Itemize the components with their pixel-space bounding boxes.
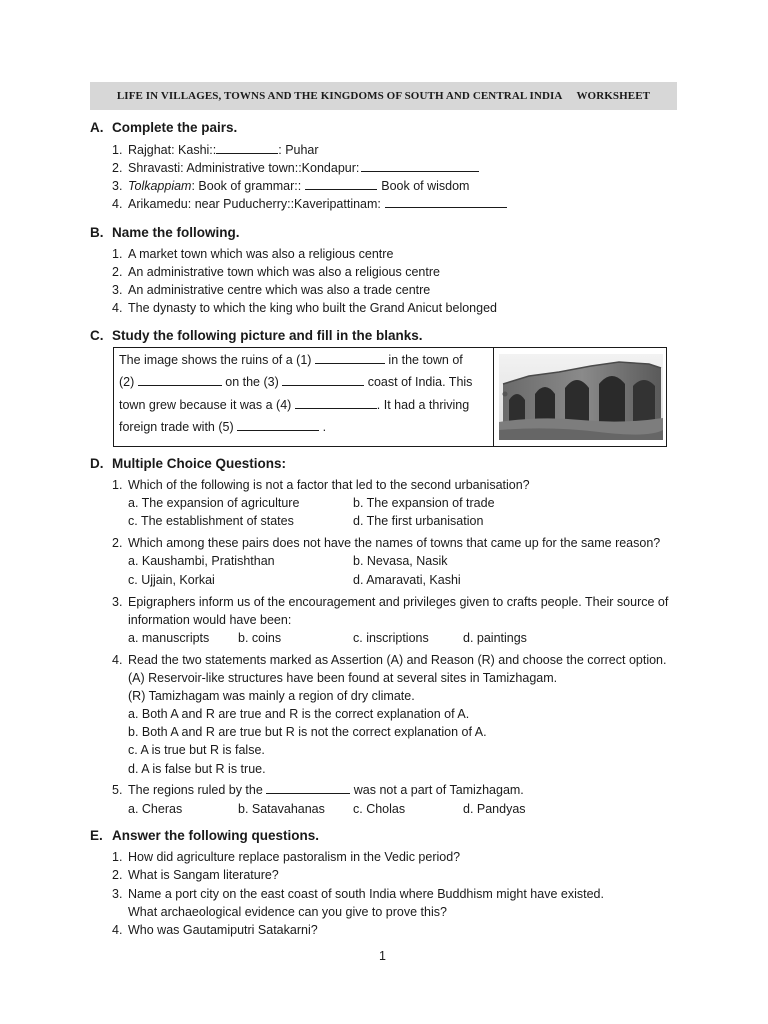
mcq-4-reason: (R) Tamizhagam was mainly a region of dry climate. bbox=[128, 689, 415, 703]
mcq-5-question: 5. The regions ruled by the was not a part of Tamizhagam. bbox=[112, 783, 524, 797]
worksheet-tag: WORKSHEET bbox=[576, 90, 651, 102]
mcq-3-option-c[interactable]: c. inscriptions bbox=[353, 631, 429, 645]
mcq-2-option-a[interactable]: a. Kaushambi, Pratishthan bbox=[128, 554, 275, 568]
fill-line-2: (2) on the (3) coast of India. This bbox=[119, 375, 473, 389]
answer-blank[interactable] bbox=[237, 419, 319, 431]
name-item-2: 2. An administrative town which was also a religious centre bbox=[112, 265, 440, 279]
fill-line-1: The image shows the ruins of a (1) in the town of bbox=[119, 353, 463, 367]
mcq-3-question: 3. Epigraphers inform us of the encouragement and privileges given to crafts people. Their source of bbox=[112, 595, 669, 609]
section-a-heading: A. Complete the pairs. bbox=[90, 120, 238, 135]
mcq-2-option-b[interactable]: b. Nevasa, Nasik bbox=[353, 554, 448, 568]
name-item-3: 3. An administrative centre which was also a trade centre bbox=[112, 283, 431, 297]
pair-item-3: 3. Tolkappiam: Book of grammar:: Book of wisdom bbox=[112, 179, 470, 193]
mcq-5-option-a[interactable]: a. Cheras bbox=[128, 802, 183, 816]
section-e-heading: E. Answer the following questions. bbox=[90, 828, 320, 843]
fill-line-3: town grew because it was a (4) . It had a thriving bbox=[119, 398, 470, 412]
answer-blank[interactable] bbox=[138, 374, 222, 386]
pair-item-4: 4. Arikamedu: near Puducherry::Kaveripattinam: bbox=[112, 196, 507, 212]
mcq-4-option-b[interactable]: b. Both A and R are true but R is not the correct explanation of A. bbox=[128, 725, 487, 739]
mcq-4-option-c[interactable]: c. A is true but R is false. bbox=[128, 743, 265, 757]
mcq-5-option-d[interactable]: d. Pandyas bbox=[463, 802, 526, 816]
answer-blank[interactable] bbox=[305, 178, 377, 190]
worksheet-title: LIFE IN VILLAGES, TOWNS AND THE KINGDOMS OF SOUTH AND CENTRAL INDIA bbox=[116, 90, 563, 102]
question-item-1: 1. How did agriculture replace pastoralism in the Vedic period? bbox=[112, 850, 461, 864]
picture-fill-box bbox=[113, 347, 667, 447]
answer-blank[interactable] bbox=[216, 142, 278, 154]
mcq-1-question: 1. Which of the following is not a factor that led to the second urbanisation? bbox=[112, 478, 530, 492]
ruins-photo bbox=[499, 354, 663, 440]
section-b-heading: B. Name the following. bbox=[90, 225, 240, 240]
mcq-1-option-d[interactable]: d. The first urbanisation bbox=[353, 514, 484, 528]
name-item-1: 1. A market town which was also a religious centre bbox=[112, 247, 394, 261]
section-c-heading: C. Study the following picture and fill in the blanks. bbox=[90, 328, 423, 343]
question-item-4: 4. Who was Gautamiputri Satakarni? bbox=[112, 923, 318, 937]
section-d-heading: D. Multiple Choice Questions: bbox=[90, 456, 287, 471]
mcq-5-option-b[interactable]: b. Satavahanas bbox=[238, 802, 325, 816]
mcq-3-option-a[interactable]: a. manuscripts bbox=[128, 631, 210, 645]
pair-item-2: 2. Shravasti: Administrative town::Kondapur: bbox=[112, 160, 479, 176]
worksheet-header bbox=[90, 82, 677, 110]
answer-blank[interactable] bbox=[361, 160, 479, 172]
mcq-1-option-b[interactable]: b. The expansion of trade bbox=[353, 496, 495, 510]
question-item-3-cont: What archaeological evidence can you give to prove this? bbox=[128, 905, 447, 919]
mcq-2-question: 2. Which among these pairs does not have the names of towns that came up for the same reason? bbox=[112, 536, 661, 550]
pair-item-1: 1. Rajghat: Kashi:: : Puhar bbox=[112, 143, 319, 157]
name-item-4: 4. The dynasty to which the king who built the Grand Anicut belonged bbox=[112, 301, 497, 315]
mcq-3-option-b[interactable]: b. coins bbox=[238, 631, 282, 645]
mcq-2-option-c[interactable]: c. Ujjain, Korkai bbox=[128, 573, 215, 587]
mcq-4-option-d[interactable]: d. A is false but R is true. bbox=[128, 762, 266, 776]
mcq-3-question-cont: information would have been: bbox=[128, 613, 292, 627]
box-divider bbox=[493, 348, 494, 446]
question-item-3: 3. Name a port city on the east coast of south India where Buddhism might have existed. bbox=[112, 887, 604, 901]
answer-blank[interactable] bbox=[295, 397, 377, 409]
mcq-5-option-c[interactable]: c. Cholas bbox=[353, 802, 406, 816]
mcq-3-option-d[interactable]: d. paintings bbox=[463, 631, 527, 645]
answer-blank[interactable] bbox=[385, 196, 507, 208]
answer-blank[interactable] bbox=[315, 352, 385, 364]
mcq-4-option-a[interactable]: a. Both A and R are true and R is the correct explanation of A. bbox=[128, 707, 470, 721]
mcq-2-option-d[interactable]: d. Amaravati, Kashi bbox=[353, 573, 461, 587]
question-item-2: 2. What is Sangam literature? bbox=[112, 868, 279, 882]
answer-blank[interactable] bbox=[266, 782, 350, 794]
fill-line-4: foreign trade with (5) . bbox=[119, 420, 327, 434]
mcq-4-question: 4. Read the two statements marked as Assertion (A) and Reason (R) and choose the correct option. bbox=[112, 653, 667, 667]
mcq-1-option-c[interactable]: c. The establishment of states bbox=[128, 514, 294, 528]
page-number: 1 bbox=[379, 949, 386, 963]
mcq-4-assertion: (A) Reservoir-like structures have been found at several sites in Tamizhagam. bbox=[128, 671, 558, 685]
mcq-1-option-a[interactable]: a. The expansion of agriculture bbox=[128, 496, 300, 510]
answer-blank[interactable] bbox=[282, 374, 364, 386]
